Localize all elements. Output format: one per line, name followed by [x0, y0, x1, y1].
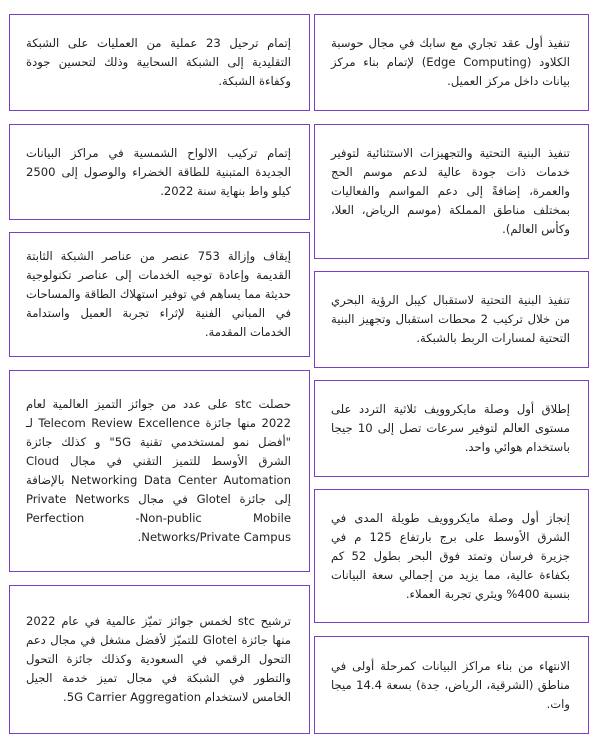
achievement-card	[9, 124, 310, 220]
achievement-text: تنفيذ البنية التحتية لاستقبال كيبل الرؤية البحري من خلال تركيب 2 محطات استقبال وتجهيز البنية التحتية لمسارات الربط بالشبكة.	[331, 293, 570, 345]
achievement-card	[9, 232, 310, 357]
achievement-text: الانتهاء من بناء مراكز البيانات كمرحلة أولى في مناطق (الشرقية، الرياض، جدة) بسعة 14.4 ميجا وات.	[331, 658, 570, 711]
achievement-text: إتمام ترحيل 23 عملية من العمليات على الشبكة التقليدية إلى الشبكة السحابية وذلك لتحسين جودة وكفاءة الشبكة.	[26, 36, 291, 88]
achievement-card	[9, 370, 310, 572]
achievement-card	[314, 636, 589, 734]
achievement-text: إتمام تركيب الالواح الشمسية في مراكز البيانات الجديدة المتبنية للطاقة الخضراء والوصول إلى 2500 كيلو واط بنهاية سنة 2022.	[26, 145, 291, 198]
achievement-text: إيقاف وإزالة 753 عنصر من عناصر الشبكة الثابتة القديمة وإعادة توجيه الخدمات إلى عناصر تكنولوجية حديثة مما يساهم في توفير استهلاك الطاقة والمساحات في المباني الفنية لإثراء تجربة العميل واستدامة الخدمات المقدمة.	[26, 249, 292, 339]
achievement-card	[314, 489, 589, 623]
achievement-card	[9, 14, 310, 111]
achievement-card	[9, 585, 310, 734]
achievement-text: تنفيذ البنية التحتية والتجهيزات الاستثنائية لتوفير خدمات ذات جودة عالية لدعم موسم الحج والعمرة، إضافةً إلى دعم المواسم والفعاليات بمختلف مناطق المملكة (موسم الرياض، العلا، وكأس العالم).	[331, 146, 570, 236]
achievement-card	[314, 271, 589, 368]
achievement-text: تنفيذ أول عقد تجاري مع سابك في مجال حوسبة الكلاود (Edge Computing) لإتمام بناء مركز بيانات داخل مركز العميل.	[331, 36, 571, 88]
achievement-text: حصلت stc على عدد من جوائز التميز العالمية لعام 2022 منها جائزة Telecom Review Excellence لـ "أفضل نمو لمستخدمي تقنية 5G" و كذلك جائزة الشرق الأوسط للتميز التقني في مجال Cloud Networking Data Center Automation بالإضافة إلى جائزة Glotel في مجال Private Networks Perfection -Non-public Mobile Networks/Private Campus.	[26, 397, 291, 544]
achievement-text: إنجاز أول وصلة مايكروويف طويلة المدى في الشرق الأوسط على برج بارتفاع 125 م في جزيرة فرسان وتمتد فوق البحر بطول 52 كم بكفاءة عالية، مما يزيد من إجمالي سعة البيانات بنسبة 400% ويثري تجربة العملاء.	[331, 510, 571, 601]
achievement-card	[314, 124, 589, 259]
achievement-card	[314, 380, 589, 477]
achievement-card	[314, 14, 589, 111]
achievement-text: إطلاق أول وصلة مايكروويف ثلاثية التردد على مستوى العالم لتوفير سرعات تصل إلى 10 جيجا باستخدام هوائي واحد.	[331, 402, 570, 454]
achievement-text: ترشيح stc لخمس جوائز تميّز عالمية في عام 2022 منها جائزة Glotel للتميّز لأفضل مشغل في مجال دعم التحول الرقمي في السعودية وكذلك جائزة التحول والتطور في الشبكة في مجال تميز خدمة الجيل الخامس لاستخدام 5G Carrier Aggregation.	[26, 614, 291, 704]
